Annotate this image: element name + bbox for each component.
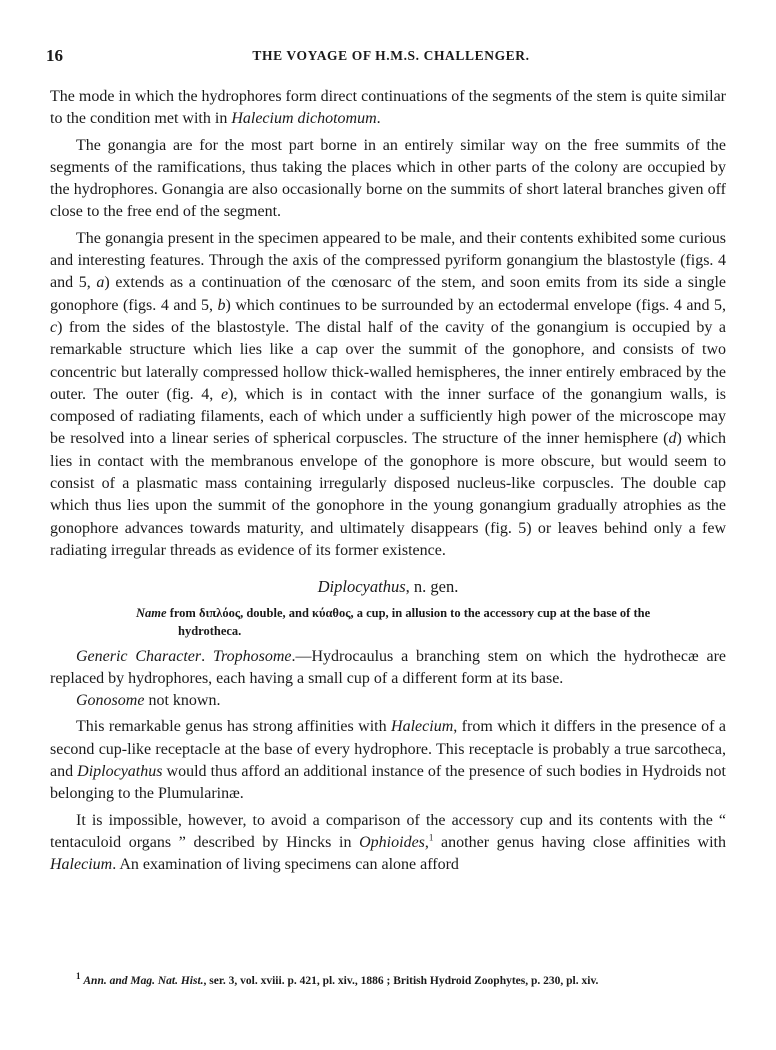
gonosome-line: Gonosome not known. <box>76 692 221 710</box>
running-title: THE VOYAGE OF H.M.S. CHALLENGER. <box>252 48 530 63</box>
genus-heading: Diplocyathus, n. gen. <box>317 577 459 597</box>
etymology-note: Name from διπλόος, double, and κύαθος, a cup, in allusion to the accessory cup at the base of the hydrotheca. <box>136 605 651 638</box>
generic-character: Generic Character. Trophosome.—Hydrocaulus a branching stem on which the hydrothecæ are replaced by hydrophores, each having a small cup of a different form at its base. <box>50 647 726 687</box>
footnote: $^1$ Ann. and Mag. Nat. Hist., ser. 3, vol. xviii. p. 421, pl. xiv., 1886 ; British Hydroid Zoophytes, p. 230, pl. xiv. <box>76 971 599 987</box>
page-header <box>46 46 736 70</box>
paragraph-gonangia-contents: The gonangia present in the specimen appeared to be male, and their contents exhibited some curious and interesting features. Through the axis of the compressed pyriform gonangium the blastostyle (figs. 4 and 5, a) extends as a continuation of the cœnosarc of the stem, and soon emits from its side a single gonophore (figs. 4 and 5, b) which continues to be surrounded by an ectodermal envelope (figs. 4 and 5, c) from the sides of the blastostyle. The distal half of the cavity of the gonangium is occupied by a remarkable structure which lies like a cap over the summit of the gonophore, and consists of two concentric but laterally compressed hollow thick-walled hemispheres, the inner entirely embraced by the outer. The outer (fig. 4, e), which is in contact with the inner surface of the gonangium walls, is composed of radiating filaments, each of which under a sufficiently high power of the microscope may be resolved into a linear series of spherical corpuscles. The structure of the inner hemisphere (d) which lies in contact with the membranous envelope of the gonophore is more obscure, but would seem to consist of a plasmatic mass containing irregularly disposed nucleus-like corpuscles. The double cap which thus lies upon the summit of the gonophore in the young gonangium gradually atrophies as the gonophore advances towards maturity, and ultimately disappears (fig. 5) or leaves behind only a few radiating irregular threads as evidence of its former existence. <box>50 229 726 559</box>
page-number: 16 <box>46 46 63 65</box>
paragraph-gonangia: The gonangia are for the most part borne in an entirely similar way on the free summits of the segments of the ramifications, thus taking the places which in other parts of the colony are occupied by the hydrophores. Gonangia are also occasionally borne on the summits of short lateral branches given off close to the free end of the segment. <box>50 136 726 221</box>
paragraph-affinities: This remarkable genus has strong affinities with Halecium, from which it differs in the presence of a second cup-like receptacle at the base of every hydrophore. This receptacle is probably a true sarcotheca, and Diplocyathus would thus afford an additional instance of the presence of such bodies in Hydroids not belonging to the Plumularinæ. <box>50 718 727 803</box>
paragraph-stem: The mode in which the hydrophores form direct continuations of the segments of the stem is quite similar to the condition met with in Halecium dichotomum. <box>50 88 726 128</box>
body-text <box>50 86 726 877</box>
paragraph-comparison: It is impossible, however, to avoid a comparison of the accessory cup and its contents with the “ tentaculoid organs ” described by Hincks in Ophioides,$^1$ another genus having close affinities with Halecium. An examination of living specimens can alone afford <box>50 811 726 874</box>
